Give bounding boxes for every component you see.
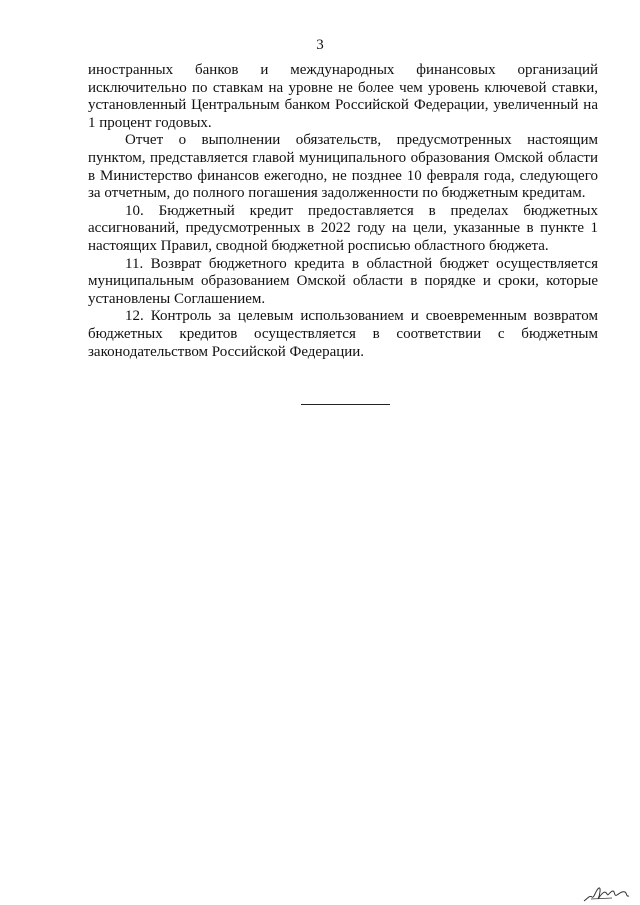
paragraph-item-12: 12. Контроль за целевым использованием и своевременным возвратом бюджетных кредитов осуществляется в соответствии с бюджетным законодательством Российской Федерации. [88,308,598,360]
paragraph-item-11: 11. Возврат бюджетного кредита в областной бюджет осуществляется муниципальным образованием Омской области в порядке и сроки, которые установлены Соглашением. [88,255,598,307]
paragraph-report: Отчет о выполнении обязательств, предусмотренных настоящим пунктом, представляется главой муниципального образования Омской области в Министерство финансов ежегодно, не позднее 10 февраля года, следующего за отчетным, до полного погашения задолженности по бюджетным кредитам. [88,132,598,202]
initials-signature [582,885,634,903]
paragraph-item-10: 10. Бюджетный кредит предоставляется в пределах бюджетных ассигнований, предусмотренных в 2022 году на цели, указанные в пункте 1 настоящих Правил, сводной бюджетной росписью областного бюджета. [88,202,598,254]
page-number: 3 [316,37,324,53]
paragraph-continuation: иностранных банков и международных финансовых организаций исключительно по ставкам на уровне не более чем уровень ключевой ставки, установленный Центральным банком Российской Федерации, увеличенный на 1 процент годовых. [88,62,598,131]
document-body [88,62,598,361]
end-of-text-rule [301,404,390,405]
